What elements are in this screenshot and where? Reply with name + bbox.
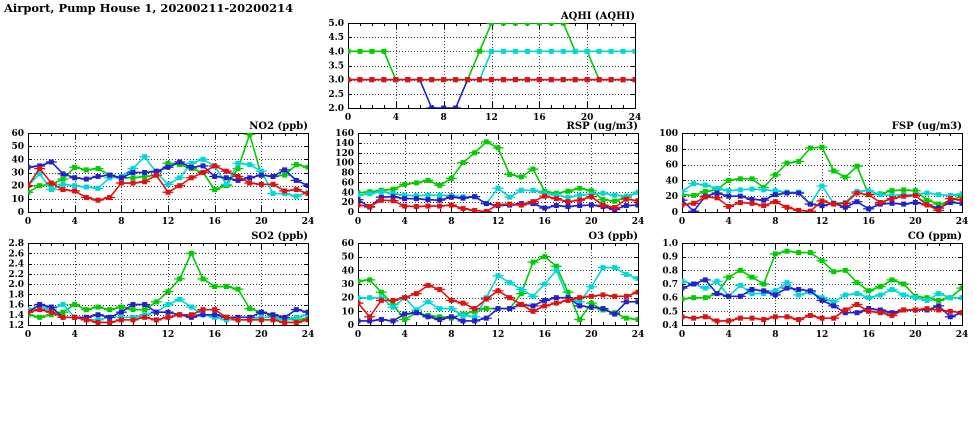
x-axis-labels: [679, 217, 968, 227]
svg-text:120: 120: [335, 148, 354, 159]
svg-text:20: 20: [585, 217, 598, 227]
svg-text:24: 24: [631, 217, 645, 227]
svg-text:16: 16: [533, 113, 546, 123]
page-title: Airport, Pump House 1, 20200211-20200214: [4, 1, 294, 15]
svg-text:140: 140: [335, 138, 354, 149]
chart-fsp: [659, 121, 968, 227]
svg-text:30: 30: [341, 280, 354, 290]
svg-text:12: 12: [815, 330, 829, 340]
svg-text:24: 24: [301, 217, 315, 227]
svg-text:0.4: 0.4: [662, 321, 678, 331]
y-axis-labels: [659, 129, 678, 218]
x-axis-labels: [25, 217, 314, 227]
svg-text:20: 20: [909, 330, 922, 340]
svg-text:100: 100: [659, 129, 678, 139]
chart-no2: [11, 121, 314, 227]
svg-text:0.5: 0.5: [662, 307, 678, 318]
svg-text:10: 10: [341, 307, 354, 318]
svg-text:20: 20: [585, 330, 598, 340]
svg-text:3.5: 3.5: [328, 61, 344, 72]
svg-text:4.0: 4.0: [328, 47, 344, 58]
svg-text:10: 10: [11, 194, 24, 205]
svg-text:5.0: 5.0: [328, 19, 344, 29]
chart-title: SO2 (ppb): [251, 231, 308, 242]
svg-text:12: 12: [161, 330, 175, 340]
y-axis-labels: [11, 129, 24, 218]
svg-text:12: 12: [491, 330, 505, 340]
gridlines: [348, 23, 635, 108]
svg-text:8: 8: [448, 217, 455, 227]
chart-title: O3 (ppb): [588, 231, 638, 242]
chart-rsp: [335, 121, 644, 227]
svg-text:60: 60: [341, 178, 354, 189]
svg-text:20: 20: [341, 198, 354, 209]
svg-text:0: 0: [17, 208, 24, 218]
svg-text:0: 0: [678, 330, 686, 340]
svg-text:50: 50: [11, 142, 24, 153]
svg-text:1.8: 1.8: [8, 290, 24, 301]
x-axis-labels: [25, 330, 314, 340]
svg-text:4: 4: [401, 330, 408, 340]
svg-text:12: 12: [815, 217, 829, 227]
svg-text:8: 8: [440, 113, 447, 123]
svg-text:4.5: 4.5: [328, 33, 344, 44]
svg-text:40: 40: [665, 176, 678, 187]
svg-text:60: 60: [11, 129, 24, 139]
svg-text:0: 0: [347, 208, 354, 218]
svg-text:0: 0: [671, 208, 678, 218]
y-axis-labels: [8, 239, 24, 331]
svg-text:16: 16: [862, 330, 875, 340]
svg-text:60: 60: [341, 239, 354, 249]
svg-text:20: 20: [909, 217, 922, 227]
svg-text:2.0: 2.0: [328, 104, 344, 114]
svg-text:24: 24: [955, 217, 969, 227]
svg-text:2.0: 2.0: [8, 280, 24, 290]
svg-text:0: 0: [24, 330, 32, 340]
chart-so2: [8, 231, 314, 340]
chart-title: FSP (ug/m3): [891, 121, 962, 132]
svg-text:12: 12: [485, 113, 498, 123]
svg-text:50: 50: [341, 252, 354, 263]
svg-text:20: 20: [665, 192, 678, 203]
tick-marks: [348, 23, 636, 109]
svg-text:4: 4: [71, 217, 78, 227]
svg-text:12: 12: [491, 217, 505, 227]
chart-co: [662, 231, 968, 340]
svg-text:1.0: 1.0: [662, 239, 678, 249]
svg-text:16: 16: [538, 330, 551, 340]
svg-text:4: 4: [401, 217, 408, 227]
svg-text:0.9: 0.9: [662, 252, 678, 263]
svg-text:24: 24: [631, 330, 645, 340]
y-axis-labels: [662, 239, 678, 331]
svg-text:0: 0: [344, 113, 352, 123]
svg-text:20: 20: [255, 330, 268, 340]
chart-o3: [341, 231, 644, 340]
y-axis-labels: [328, 19, 344, 114]
chart-title: NO2 (ppb): [249, 121, 308, 132]
chart-title: RSP (ug/m3): [566, 121, 638, 132]
svg-text:4: 4: [71, 330, 78, 340]
chart-title: AQHI (AQHI): [560, 11, 635, 22]
svg-text:20: 20: [255, 217, 268, 227]
svg-text:16: 16: [208, 217, 221, 227]
svg-text:8: 8: [772, 330, 779, 340]
svg-text:8: 8: [118, 330, 125, 340]
svg-text:80: 80: [665, 144, 678, 155]
y-axis-labels: [341, 239, 354, 331]
svg-text:8: 8: [118, 217, 125, 227]
svg-text:0: 0: [24, 217, 32, 227]
svg-text:24: 24: [628, 113, 642, 123]
svg-text:2.4: 2.4: [8, 259, 24, 270]
svg-text:4: 4: [725, 217, 732, 227]
svg-text:1.6: 1.6: [8, 300, 24, 311]
svg-text:3.0: 3.0: [328, 75, 344, 86]
svg-text:40: 40: [341, 266, 354, 277]
svg-text:80: 80: [341, 168, 354, 179]
svg-text:160: 160: [335, 129, 354, 139]
svg-text:0.8: 0.8: [662, 266, 678, 277]
svg-text:16: 16: [208, 330, 221, 340]
svg-text:8: 8: [448, 330, 455, 340]
svg-text:0: 0: [347, 321, 354, 331]
svg-text:2.6: 2.6: [8, 249, 24, 260]
svg-text:24: 24: [301, 330, 315, 340]
svg-text:0.7: 0.7: [662, 280, 678, 290]
svg-text:0: 0: [354, 330, 362, 340]
svg-text:2.5: 2.5: [328, 89, 344, 100]
chart-title: CO (ppm): [907, 231, 962, 242]
svg-text:20: 20: [341, 293, 354, 304]
x-axis-labels: [679, 330, 968, 340]
svg-text:100: 100: [335, 158, 354, 169]
svg-text:40: 40: [341, 188, 354, 199]
svg-text:4: 4: [725, 330, 732, 340]
svg-text:24: 24: [955, 330, 969, 340]
svg-text:12: 12: [161, 217, 175, 227]
svg-text:0.6: 0.6: [662, 293, 678, 304]
svg-text:1.4: 1.4: [8, 310, 24, 321]
svg-text:8: 8: [772, 217, 779, 227]
x-axis-labels: [355, 330, 644, 340]
series-blue: [677, 277, 968, 319]
svg-text:20: 20: [580, 113, 594, 123]
svg-text:16: 16: [862, 217, 875, 227]
svg-text:0: 0: [678, 217, 686, 227]
svg-text:2.2: 2.2: [8, 269, 24, 280]
svg-text:0: 0: [354, 217, 362, 227]
svg-text:30: 30: [11, 168, 24, 179]
svg-text:1.2: 1.2: [8, 321, 24, 331]
svg-text:4: 4: [392, 113, 399, 123]
svg-text:20: 20: [11, 181, 24, 192]
chart-aqhi: [328, 11, 641, 123]
svg-text:60: 60: [665, 160, 678, 171]
x-axis-labels: [355, 217, 644, 227]
series-red: [343, 77, 641, 82]
svg-text:2.8: 2.8: [8, 239, 24, 249]
svg-text:40: 40: [11, 155, 24, 166]
y-axis-labels: [335, 129, 354, 218]
svg-text:16: 16: [538, 217, 551, 227]
